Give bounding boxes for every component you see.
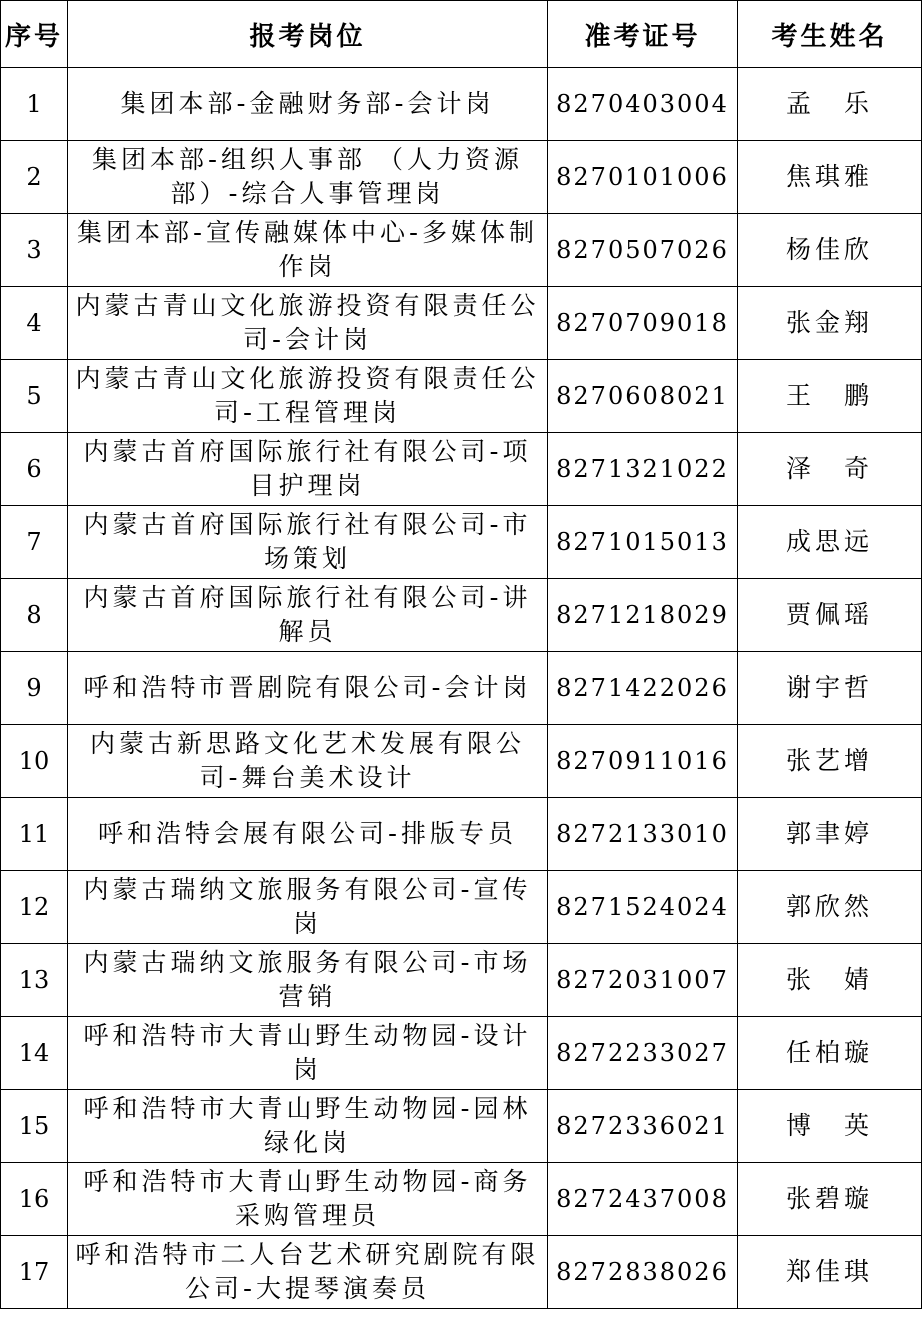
row-ticket: 8270507026	[548, 214, 738, 287]
table-row	[1, 141, 922, 214]
row-name: 张 婧	[738, 944, 922, 1017]
row-ticket: 8271422026	[548, 652, 738, 725]
row-ticket: 8272336021	[548, 1090, 738, 1163]
row-ticket: 8271015013	[548, 506, 738, 579]
row-seq: 11	[1, 798, 68, 871]
table-row	[1, 579, 922, 652]
row-position: 内蒙古首府国际旅行社有限公司-市场策划	[68, 506, 548, 579]
row-name: 张金翔	[738, 287, 922, 360]
row-name: 孟 乐	[738, 68, 922, 141]
table-row	[1, 871, 922, 944]
row-name: 张艺增	[738, 725, 922, 798]
table-row	[1, 1236, 922, 1309]
header-name: 考生姓名	[738, 1, 922, 68]
table-header-row	[1, 1, 922, 68]
header-position: 报考岗位	[68, 1, 548, 68]
row-ticket: 8271524024	[548, 871, 738, 944]
row-ticket: 8270101006	[548, 141, 738, 214]
row-ticket: 8271321022	[548, 433, 738, 506]
header-seq: 序号	[1, 1, 68, 68]
row-ticket: 8272233027	[548, 1017, 738, 1090]
row-name: 泽 奇	[738, 433, 922, 506]
table-body	[1, 68, 922, 1309]
row-position: 呼和浩特市大青山野生动物园-商务采购管理员	[68, 1163, 548, 1236]
table-row	[1, 214, 922, 287]
row-name: 郑佳琪	[738, 1236, 922, 1309]
row-name: 成思远	[738, 506, 922, 579]
row-seq: 17	[1, 1236, 68, 1309]
row-name: 张碧璇	[738, 1163, 922, 1236]
row-name: 杨佳欣	[738, 214, 922, 287]
table-row	[1, 725, 922, 798]
row-seq: 13	[1, 944, 68, 1017]
row-position: 集团本部-宣传融媒体中心-多媒体制作岗	[68, 214, 548, 287]
table-row	[1, 506, 922, 579]
row-ticket: 8270403004	[548, 68, 738, 141]
row-position: 呼和浩特市大青山野生动物园-园林绿化岗	[68, 1090, 548, 1163]
row-seq: 14	[1, 1017, 68, 1090]
row-seq: 9	[1, 652, 68, 725]
row-name: 任柏璇	[738, 1017, 922, 1090]
row-seq: 4	[1, 287, 68, 360]
row-ticket: 8270608021	[548, 360, 738, 433]
row-name: 郭欣然	[738, 871, 922, 944]
row-name: 焦琪雅	[738, 141, 922, 214]
table-row	[1, 433, 922, 506]
row-seq: 6	[1, 433, 68, 506]
row-position: 内蒙古青山文化旅游投资有限责任公司-工程管理岗	[68, 360, 548, 433]
table-row	[1, 360, 922, 433]
row-position: 内蒙古新思路文化艺术发展有限公司-舞台美术设计	[68, 725, 548, 798]
table-row	[1, 1017, 922, 1090]
row-position: 呼和浩特市二人台艺术研究剧院有限公司-大提琴演奏员	[68, 1236, 548, 1309]
row-seq: 2	[1, 141, 68, 214]
row-seq: 12	[1, 871, 68, 944]
row-ticket: 8270911016	[548, 725, 738, 798]
row-position: 内蒙古瑞纳文旅服务有限公司-宣传岗	[68, 871, 548, 944]
row-position: 内蒙古青山文化旅游投资有限责任公司-会计岗	[68, 287, 548, 360]
row-position: 呼和浩特市晋剧院有限公司-会计岗	[68, 652, 548, 725]
row-name: 博 英	[738, 1090, 922, 1163]
table-row	[1, 1163, 922, 1236]
row-position: 内蒙古首府国际旅行社有限公司-项目护理岗	[68, 433, 548, 506]
row-seq: 16	[1, 1163, 68, 1236]
row-seq: 7	[1, 506, 68, 579]
row-position: 内蒙古瑞纳文旅服务有限公司-市场营销	[68, 944, 548, 1017]
row-seq: 8	[1, 579, 68, 652]
row-seq: 15	[1, 1090, 68, 1163]
row-position: 集团本部-金融财务部-会计岗	[68, 68, 548, 141]
row-seq: 10	[1, 725, 68, 798]
row-seq: 5	[1, 360, 68, 433]
row-seq: 1	[1, 68, 68, 141]
table-row	[1, 287, 922, 360]
row-name: 谢宇哲	[738, 652, 922, 725]
table-row	[1, 652, 922, 725]
row-ticket: 8272031007	[548, 944, 738, 1017]
row-name: 郭聿婷	[738, 798, 922, 871]
row-ticket: 8272133010	[548, 798, 738, 871]
row-position: 内蒙古首府国际旅行社有限公司-讲解员	[68, 579, 548, 652]
table-row	[1, 798, 922, 871]
row-name: 贾佩瑶	[738, 579, 922, 652]
row-ticket: 8271218029	[548, 579, 738, 652]
row-name: 王 鹏	[738, 360, 922, 433]
table-row	[1, 68, 922, 141]
table-row	[1, 944, 922, 1017]
row-position: 呼和浩特市大青山野生动物园-设计岗	[68, 1017, 548, 1090]
row-seq: 3	[1, 214, 68, 287]
row-position: 呼和浩特会展有限公司-排版专员	[68, 798, 548, 871]
row-position: 集团本部-组织人事部 （人力资源部）-综合人事管理岗	[68, 141, 548, 214]
table-row	[1, 1090, 922, 1163]
row-ticket: 8272838026	[548, 1236, 738, 1309]
row-ticket: 8272437008	[548, 1163, 738, 1236]
row-ticket: 8270709018	[548, 287, 738, 360]
header-ticket: 准考证号	[548, 1, 738, 68]
